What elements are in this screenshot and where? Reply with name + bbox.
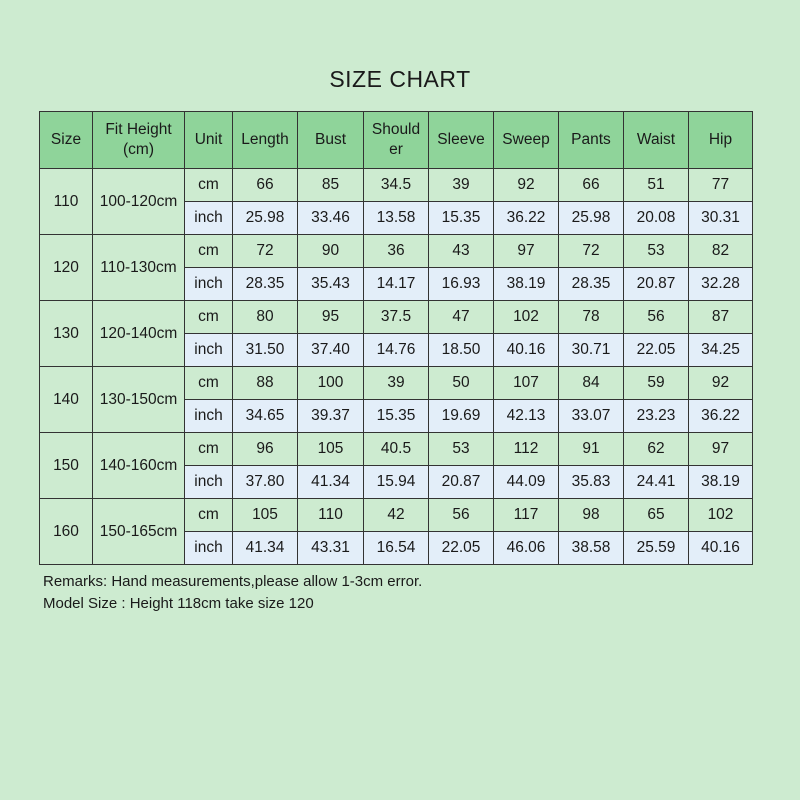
bust-cell: 90	[298, 235, 364, 268]
remarks-line: Remarks: Hand measurements,please allow 1-3cm error.	[43, 573, 423, 590]
size-chart-table	[39, 111, 753, 565]
shoulder-cell: 16.54	[364, 532, 429, 565]
header-cell-length: Length	[233, 112, 298, 169]
size-cell: 130	[40, 301, 93, 367]
length-cell: 31.50	[233, 334, 298, 367]
sweep-cell: 102	[494, 301, 559, 334]
hip-cell: 102	[689, 499, 753, 532]
shoulder-cell: 40.5	[364, 433, 429, 466]
unit-cell: inch	[185, 532, 233, 565]
fit-height-cell: 140-160cm	[93, 433, 185, 499]
bust-cell: 43.31	[298, 532, 364, 565]
length-cell: 41.34	[233, 532, 298, 565]
shoulder-cell: 14.17	[364, 268, 429, 301]
unit-cell: cm	[185, 433, 233, 466]
length-cell: 28.35	[233, 268, 298, 301]
sleeve-cell: 22.05	[429, 532, 494, 565]
waist-cell: 56	[624, 301, 689, 334]
unit-cell: inch	[185, 334, 233, 367]
sleeve-cell: 16.93	[429, 268, 494, 301]
pants-cell: 35.83	[559, 466, 624, 499]
shoulder-cell: 39	[364, 367, 429, 400]
sweep-cell: 92	[494, 169, 559, 202]
waist-cell: 22.05	[624, 334, 689, 367]
pants-cell: 66	[559, 169, 624, 202]
table-row-110-cm	[40, 169, 753, 202]
shoulder-cell: 13.58	[364, 202, 429, 235]
waist-cell: 65	[624, 499, 689, 532]
sweep-cell: 36.22	[494, 202, 559, 235]
waist-cell: 51	[624, 169, 689, 202]
table-row-120-cm	[40, 235, 753, 268]
hip-cell: 92	[689, 367, 753, 400]
unit-cell: inch	[185, 466, 233, 499]
page-title: SIZE CHART	[329, 66, 471, 92]
pants-cell: 38.58	[559, 532, 624, 565]
bust-cell: 105	[298, 433, 364, 466]
sleeve-cell: 47	[429, 301, 494, 334]
bust-cell: 37.40	[298, 334, 364, 367]
bust-cell: 33.46	[298, 202, 364, 235]
table-row-140-cm	[40, 367, 753, 400]
shoulder-cell: 34.5	[364, 169, 429, 202]
size-cell: 110	[40, 169, 93, 235]
hip-cell: 30.31	[689, 202, 753, 235]
length-cell: 88	[233, 367, 298, 400]
model-size-line: Model Size : Height 118cm take size 120	[43, 595, 314, 612]
header-cell-waist: Waist	[624, 112, 689, 169]
hip-cell: 40.16	[689, 532, 753, 565]
pants-cell: 28.35	[559, 268, 624, 301]
bust-cell: 41.34	[298, 466, 364, 499]
hip-cell: 34.25	[689, 334, 753, 367]
waist-cell: 20.08	[624, 202, 689, 235]
length-cell: 25.98	[233, 202, 298, 235]
sleeve-cell: 53	[429, 433, 494, 466]
size-cell: 120	[40, 235, 93, 301]
shoulder-cell: 37.5	[364, 301, 429, 334]
sleeve-cell: 18.50	[429, 334, 494, 367]
unit-cell: cm	[185, 499, 233, 532]
length-cell: 80	[233, 301, 298, 334]
hip-cell: 36.22	[689, 400, 753, 433]
table-row-130-cm	[40, 301, 753, 334]
sweep-cell: 112	[494, 433, 559, 466]
fit-height-cell: 150-165cm	[93, 499, 185, 565]
table-row-150-cm	[40, 433, 753, 466]
pants-cell: 98	[559, 499, 624, 532]
pants-cell: 30.71	[559, 334, 624, 367]
sleeve-cell: 39	[429, 169, 494, 202]
unit-cell: inch	[185, 202, 233, 235]
header-cell-hip: Hip	[689, 112, 753, 169]
unit-cell: inch	[185, 268, 233, 301]
length-cell: 72	[233, 235, 298, 268]
unit-cell: inch	[185, 400, 233, 433]
waist-cell: 25.59	[624, 532, 689, 565]
sweep-cell: 38.19	[494, 268, 559, 301]
length-cell: 34.65	[233, 400, 298, 433]
pants-cell: 33.07	[559, 400, 624, 433]
hip-cell: 32.28	[689, 268, 753, 301]
sleeve-cell: 43	[429, 235, 494, 268]
hip-cell: 38.19	[689, 466, 753, 499]
size-cell: 140	[40, 367, 93, 433]
sleeve-cell: 15.35	[429, 202, 494, 235]
bust-cell: 39.37	[298, 400, 364, 433]
length-cell: 66	[233, 169, 298, 202]
length-cell: 37.80	[233, 466, 298, 499]
hip-cell: 97	[689, 433, 753, 466]
waist-cell: 23.23	[624, 400, 689, 433]
bust-cell: 35.43	[298, 268, 364, 301]
table-row-160-cm	[40, 499, 753, 532]
sweep-cell: 97	[494, 235, 559, 268]
header-cell-pants: Pants	[559, 112, 624, 169]
header-cell-size: Size	[40, 112, 93, 169]
waist-cell: 20.87	[624, 268, 689, 301]
header-cell-unit: Unit	[185, 112, 233, 169]
sweep-cell: 40.16	[494, 334, 559, 367]
length-cell: 96	[233, 433, 298, 466]
shoulder-cell: 15.94	[364, 466, 429, 499]
size-cell: 160	[40, 499, 93, 565]
pants-cell: 72	[559, 235, 624, 268]
pants-cell: 78	[559, 301, 624, 334]
sleeve-cell: 56	[429, 499, 494, 532]
pants-cell: 25.98	[559, 202, 624, 235]
fit-height-cell: 100-120cm	[93, 169, 185, 235]
fit-height-cell: 130-150cm	[93, 367, 185, 433]
sweep-cell: 44.09	[494, 466, 559, 499]
bust-cell: 85	[298, 169, 364, 202]
hip-cell: 77	[689, 169, 753, 202]
waist-cell: 24.41	[624, 466, 689, 499]
bust-cell: 100	[298, 367, 364, 400]
sleeve-cell: 20.87	[429, 466, 494, 499]
bust-cell: 95	[298, 301, 364, 334]
shoulder-cell: 36	[364, 235, 429, 268]
header-cell-sweep: Sweep	[494, 112, 559, 169]
sweep-cell: 117	[494, 499, 559, 532]
header-cell-fit-height: Fit Height (cm)	[93, 112, 185, 169]
sweep-cell: 46.06	[494, 532, 559, 565]
sweep-cell: 42.13	[494, 400, 559, 433]
header-cell-shoulder: Should er	[364, 112, 429, 169]
bust-cell: 110	[298, 499, 364, 532]
pants-cell: 84	[559, 367, 624, 400]
hip-cell: 87	[689, 301, 753, 334]
waist-cell: 59	[624, 367, 689, 400]
sleeve-cell: 50	[429, 367, 494, 400]
fit-height-cell: 120-140cm	[93, 301, 185, 367]
unit-cell: cm	[185, 367, 233, 400]
shoulder-cell: 15.35	[364, 400, 429, 433]
size-chart-body	[40, 169, 753, 565]
fit-height-cell: 110-130cm	[93, 235, 185, 301]
waist-cell: 62	[624, 433, 689, 466]
shoulder-cell: 14.76	[364, 334, 429, 367]
hip-cell: 82	[689, 235, 753, 268]
header-cell-sleeve: Sleeve	[429, 112, 494, 169]
remarks	[43, 571, 422, 615]
unit-cell: cm	[185, 235, 233, 268]
pants-cell: 91	[559, 433, 624, 466]
waist-cell: 53	[624, 235, 689, 268]
shoulder-cell: 42	[364, 499, 429, 532]
sweep-cell: 107	[494, 367, 559, 400]
length-cell: 105	[233, 499, 298, 532]
unit-cell: cm	[185, 301, 233, 334]
size-cell: 150	[40, 433, 93, 499]
header-row	[40, 112, 753, 169]
unit-cell: cm	[185, 169, 233, 202]
header-cell-bust: Bust	[298, 112, 364, 169]
sleeve-cell: 19.69	[429, 400, 494, 433]
